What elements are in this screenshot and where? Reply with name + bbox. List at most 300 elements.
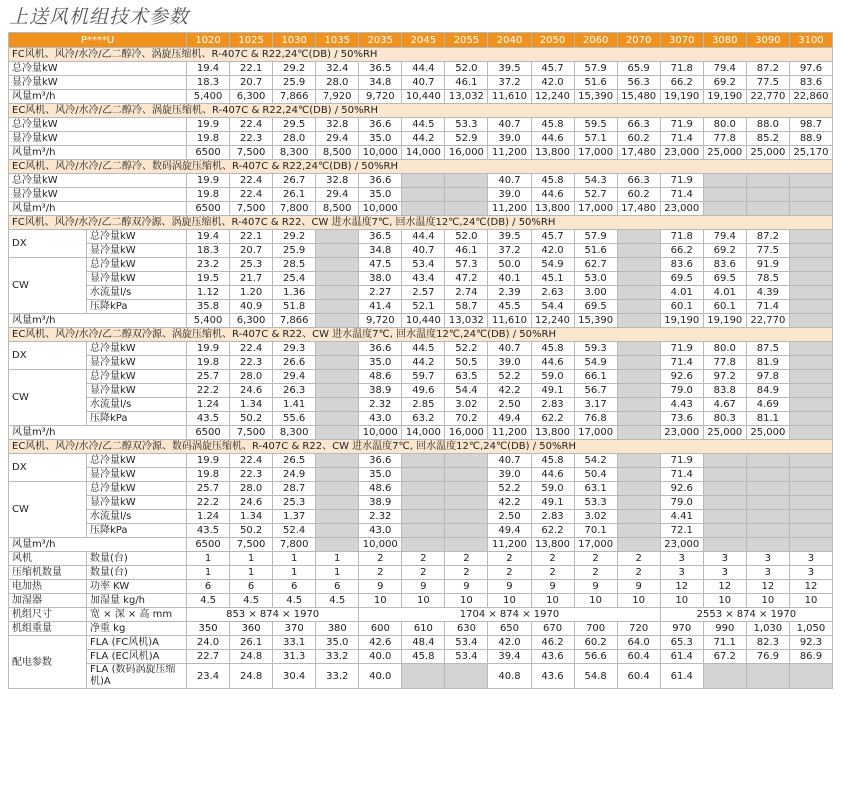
model-header: 2035 [359,33,402,48]
value-cell: 66.3 [617,118,660,132]
value-cell: 69.2 [703,244,746,258]
value-cell: 2.50 [488,398,531,412]
row-label: 压降kPa [87,412,187,426]
value-cell: 11,610 [488,90,531,104]
table-row [9,538,833,552]
value-cell: 46.2 [531,636,574,650]
value-cell: 44.6 [531,132,574,146]
empty-cell [789,496,832,510]
value-cell: 71.4 [746,300,789,314]
table-row [9,594,833,608]
table-row [9,370,833,384]
value-cell: 6 [187,580,230,594]
value-cell: 39.5 [488,230,531,244]
value-cell: 13,800 [531,202,574,216]
value-cell: 11,200 [488,426,531,440]
value-cell: 1.36 [273,286,316,300]
empty-cell [617,510,660,524]
empty-cell [316,482,359,496]
value-cell: 30.4 [273,664,316,689]
model-header: 1025 [230,33,273,48]
value-cell: 19.9 [187,174,230,188]
empty-cell [789,314,832,328]
value-cell: 3 [789,552,832,566]
value-cell: 22.7 [187,650,230,664]
empty-cell [789,510,832,524]
value-cell: 10 [531,594,574,608]
value-cell: 6 [316,580,359,594]
empty-cell [789,538,832,552]
dims-cell: 1704 × 874 × 1970 [359,608,660,622]
value-cell: 59.0 [531,482,574,496]
empty-cell [402,496,445,510]
value-cell: 2 [574,566,617,580]
value-cell: 26.6 [273,356,316,370]
spec-table [8,32,833,689]
value-cell: 9 [445,580,488,594]
value-cell: 6,300 [230,90,273,104]
value-cell: 35.0 [316,636,359,650]
value-cell: 97.8 [746,370,789,384]
value-cell: 3.02 [445,398,488,412]
empty-cell [789,384,832,398]
value-cell: 7,500 [230,202,273,216]
empty-cell [617,286,660,300]
value-cell: 69.5 [660,272,703,286]
value-cell: 10 [660,594,703,608]
value-cell: 45.8 [531,174,574,188]
value-cell: 92.6 [660,482,703,496]
value-cell: 63.1 [574,482,617,496]
value-cell: 48.6 [359,482,402,496]
value-cell: 6500 [187,538,230,552]
value-cell: 57.9 [574,62,617,76]
model-header: 2050 [531,33,574,48]
value-cell: 12 [746,580,789,594]
empty-cell [789,454,832,468]
value-cell: 670 [531,622,574,636]
value-cell: 80.0 [703,342,746,356]
value-cell: 19.8 [187,356,230,370]
value-cell: 9 [574,580,617,594]
empty-cell [316,398,359,412]
row-sublabel: 数量(台) [87,566,187,580]
value-cell: 26.1 [230,636,273,650]
value-cell: 45.7 [531,230,574,244]
value-cell: 29.4 [316,132,359,146]
value-cell: 44.5 [402,118,445,132]
value-cell: 610 [402,622,445,636]
value-cell: 6500 [187,202,230,216]
value-cell: 15,390 [574,90,617,104]
value-cell: 71.1 [703,636,746,650]
value-cell: 2.74 [445,286,488,300]
value-cell: 40.7 [488,342,531,356]
row-sublabel: 宽 × 深 × 高 mm [87,608,187,622]
value-cell: 43.5 [187,524,230,538]
value-cell: 60.1 [660,300,703,314]
value-cell: 10 [703,594,746,608]
value-cell: 29.2 [273,230,316,244]
value-cell: 66.2 [660,244,703,258]
value-cell: 4.01 [660,286,703,300]
model-header: 2045 [402,33,445,48]
value-cell: 60.2 [617,188,660,202]
row-label: 总冷量kW [87,258,187,272]
value-cell: 4.5 [230,594,273,608]
value-cell: 63.5 [445,370,488,384]
empty-cell [445,664,488,689]
value-cell: 36.6 [359,342,402,356]
value-cell: 2 [617,552,660,566]
value-cell: 35.0 [359,356,402,370]
value-cell: 9 [402,580,445,594]
value-cell: 22,770 [746,314,789,328]
empty-cell [402,510,445,524]
value-cell: 79.0 [660,496,703,510]
empty-cell [703,174,746,188]
row-label: 显冷量kW [87,272,187,286]
value-cell: 38.0 [359,272,402,286]
value-cell: 88.0 [746,118,789,132]
value-cell: 49.1 [531,496,574,510]
value-cell: 49.1 [531,384,574,398]
value-cell: 66.3 [617,174,660,188]
value-cell: 2.27 [359,286,402,300]
row-label: 风量m³/h [9,90,187,104]
value-cell: 1 [187,552,230,566]
value-cell: 57.1 [574,132,617,146]
row-label: 显冷量kW [87,244,187,258]
value-cell: 70.1 [574,524,617,538]
empty-cell [703,468,746,482]
section-header: EC风机、风冷/水冷/乙二醇冷、数码涡旋压缩机、R-407C & R22,24℃(DB) / 50%RH [9,160,833,174]
table-row [9,216,833,230]
value-cell: 66.1 [574,370,617,384]
empty-cell [316,384,359,398]
value-cell: 14,000 [402,426,445,440]
empty-cell [617,230,660,244]
empty-cell [402,524,445,538]
value-cell: 39.5 [488,62,531,76]
row-label: 显冷量kW [87,384,187,398]
model-header: 2070 [617,33,660,48]
value-cell: 1 [316,552,359,566]
value-cell: 4.43 [660,398,703,412]
empty-cell [445,454,488,468]
value-cell: 380 [316,622,359,636]
value-cell: 10 [402,594,445,608]
row-sublabel: FLA (数码涡旋压缩机)A [87,664,187,689]
value-cell: 40.8 [488,664,531,689]
value-cell: 22.4 [230,188,273,202]
row-label: 风机 [9,552,87,566]
value-cell: 6,300 [230,314,273,328]
value-cell: 79.4 [703,230,746,244]
value-cell: 43.0 [359,524,402,538]
table-row [9,468,833,482]
row-label: 显冷量kW [87,468,187,482]
table-row [9,384,833,398]
value-cell: 59.5 [574,118,617,132]
value-cell: 60.2 [574,636,617,650]
value-cell: 3 [746,552,789,566]
value-cell: 7,866 [273,90,316,104]
value-cell: 39.0 [488,468,531,482]
section-header: FC风机、风冷/水冷/乙二醇双冷源、涡旋压缩机、R-407C & R22、CW 进水温度7℃, 回水温度12℃,24℃(DB) / 50%RH [9,216,833,230]
value-cell: 16,000 [445,426,488,440]
empty-cell [746,202,789,216]
value-cell: 44.4 [402,62,445,76]
value-cell: 28.0 [273,132,316,146]
value-cell: 9 [531,580,574,594]
empty-cell [402,538,445,552]
value-cell: 71.8 [660,62,703,76]
value-cell: 78.5 [746,272,789,286]
value-cell: 59.0 [531,370,574,384]
value-cell: 23,000 [660,538,703,552]
empty-cell [445,468,488,482]
value-cell: 72.1 [660,524,703,538]
value-cell: 71.8 [660,230,703,244]
empty-cell [316,244,359,258]
value-cell: 2 [531,552,574,566]
value-cell: 97.6 [789,62,832,76]
value-cell: 45.8 [531,118,574,132]
section-header: EC风机、风冷/水冷/乙二醇双冷源、数码涡旋压缩机、R-407C & R22、CW 进水温度7℃, 回水温度12℃,24℃(DB) / 50%RH [9,440,833,454]
value-cell: 52.0 [445,230,488,244]
value-cell: 36.6 [359,174,402,188]
value-cell: 36.5 [359,230,402,244]
group-label-cw: CW [9,370,87,426]
value-cell: 66.2 [660,76,703,90]
value-cell: 36.6 [359,454,402,468]
model-header: 3070 [660,33,703,48]
value-cell: 9 [359,580,402,594]
value-cell: 6500 [187,146,230,160]
value-cell: 3 [703,552,746,566]
value-cell: 17,480 [617,202,660,216]
value-cell: 11,200 [488,146,531,160]
empty-cell [617,356,660,370]
value-cell: 52.0 [445,62,488,76]
empty-cell [746,188,789,202]
empty-cell [402,454,445,468]
value-cell: 44.2 [402,132,445,146]
value-cell: 71.4 [660,356,703,370]
value-cell: 28.5 [273,258,316,272]
value-cell: 25.9 [273,76,316,90]
value-cell: 53.4 [445,636,488,650]
value-cell: 35.0 [359,468,402,482]
value-cell: 7,500 [230,146,273,160]
empty-cell [316,496,359,510]
table-row [9,524,833,538]
table-row [9,510,833,524]
value-cell: 40.7 [488,174,531,188]
value-cell: 22.1 [230,230,273,244]
value-cell: 80.0 [703,118,746,132]
value-cell: 97.2 [703,370,746,384]
value-cell: 4.5 [316,594,359,608]
group-label-dx: DX [9,454,87,482]
value-cell: 80.3 [703,412,746,426]
row-label: 压降kPa [87,524,187,538]
value-cell: 9,720 [359,314,402,328]
empty-cell [402,664,445,689]
empty-cell [746,664,789,689]
empty-cell [617,398,660,412]
value-cell: 7,800 [273,202,316,216]
table-row [9,62,833,76]
value-cell: 16,000 [445,146,488,160]
table-row [9,650,833,664]
table-row [9,566,833,580]
value-cell: 35.0 [359,132,402,146]
value-cell: 22.4 [230,118,273,132]
value-cell: 49.4 [488,412,531,426]
value-cell: 23,000 [660,146,703,160]
row-label: 压缩机数量 [9,566,87,580]
value-cell: 600 [359,622,402,636]
value-cell: 18.3 [187,76,230,90]
value-cell: 2 [531,566,574,580]
value-cell: 45.8 [531,342,574,356]
row-label: 总冷量kW [87,342,187,356]
table-row [9,552,833,566]
value-cell: 60.4 [617,664,660,689]
empty-cell [445,174,488,188]
value-cell: 1.24 [187,510,230,524]
value-cell: 9,720 [359,90,402,104]
value-cell: 61.4 [660,650,703,664]
empty-cell [617,342,660,356]
table-row [9,580,833,594]
row-label: 电加热 [9,580,87,594]
value-cell: 76.8 [574,412,617,426]
value-cell: 2.39 [488,286,531,300]
value-cell: 12,240 [531,90,574,104]
value-cell: 5,400 [187,90,230,104]
empty-cell [789,272,832,286]
value-cell: 87.5 [746,342,789,356]
value-cell: 32.8 [316,174,359,188]
value-cell: 81.9 [746,356,789,370]
empty-cell [789,202,832,216]
value-cell: 50.4 [574,468,617,482]
value-cell: 77.8 [703,132,746,146]
value-cell: 12 [703,580,746,594]
value-cell: 22.4 [230,174,273,188]
value-cell: 370 [273,622,316,636]
value-cell: 35.0 [359,188,402,202]
empty-cell [445,482,488,496]
value-cell: 22,860 [789,90,832,104]
value-cell: 3 [746,566,789,580]
empty-cell [746,454,789,468]
value-cell: 79.0 [660,384,703,398]
value-cell: 42.0 [488,636,531,650]
value-cell: 88.9 [789,132,832,146]
value-cell: 43.4 [402,272,445,286]
value-cell: 10 [359,594,402,608]
value-cell: 42.0 [531,76,574,90]
value-cell: 2.83 [531,510,574,524]
value-cell: 52.2 [488,482,531,496]
value-cell: 7,866 [273,314,316,328]
value-cell: 43.0 [359,412,402,426]
value-cell: 2 [359,566,402,580]
empty-cell [703,202,746,216]
value-cell: 22.3 [230,132,273,146]
value-cell: 71.4 [660,132,703,146]
value-cell: 39.0 [488,356,531,370]
table-row [9,230,833,244]
table-row [9,440,833,454]
value-cell: 11,610 [488,314,531,328]
value-cell: 13,032 [445,90,488,104]
value-cell: 71.9 [660,342,703,356]
value-cell: 42.0 [531,244,574,258]
value-cell: 25,000 [703,146,746,160]
table-row [9,622,833,636]
value-cell: 83.6 [703,258,746,272]
empty-cell [402,174,445,188]
value-cell: 32.8 [316,118,359,132]
value-cell: 1.20 [230,286,273,300]
empty-cell [789,258,832,272]
value-cell: 57.3 [445,258,488,272]
value-cell: 1 [273,566,316,580]
value-cell: 83.6 [660,258,703,272]
row-label: 压降kPa [87,300,187,314]
value-cell: 8,300 [273,426,316,440]
value-cell: 4.39 [746,286,789,300]
value-cell: 12,240 [531,314,574,328]
value-cell: 52.4 [273,524,316,538]
empty-cell [445,496,488,510]
value-cell: 40.7 [402,244,445,258]
value-cell: 19.5 [187,272,230,286]
value-cell: 92.3 [789,636,832,650]
value-cell: 1.12 [187,286,230,300]
value-cell: 2 [445,566,488,580]
value-cell: 42.2 [488,496,531,510]
row-label: 显冷量kW [87,496,187,510]
value-cell: 39.0 [488,188,531,202]
value-cell: 50.0 [488,258,531,272]
table-row [9,33,833,48]
table-row [9,286,833,300]
value-cell: 40.0 [359,664,402,689]
table-row [9,342,833,356]
empty-cell [617,496,660,510]
value-cell: 25,000 [746,426,789,440]
value-cell: 13,800 [531,426,574,440]
empty-cell [617,412,660,426]
table-row [9,412,833,426]
value-cell: 22.4 [230,342,273,356]
value-cell: 2.57 [402,286,445,300]
empty-cell [789,300,832,314]
group-label-cw: CW [9,258,87,314]
value-cell: 9 [488,580,531,594]
empty-cell [617,524,660,538]
value-cell: 54.9 [531,258,574,272]
value-cell: 5,400 [187,314,230,328]
empty-cell [617,426,660,440]
table-row [9,454,833,468]
